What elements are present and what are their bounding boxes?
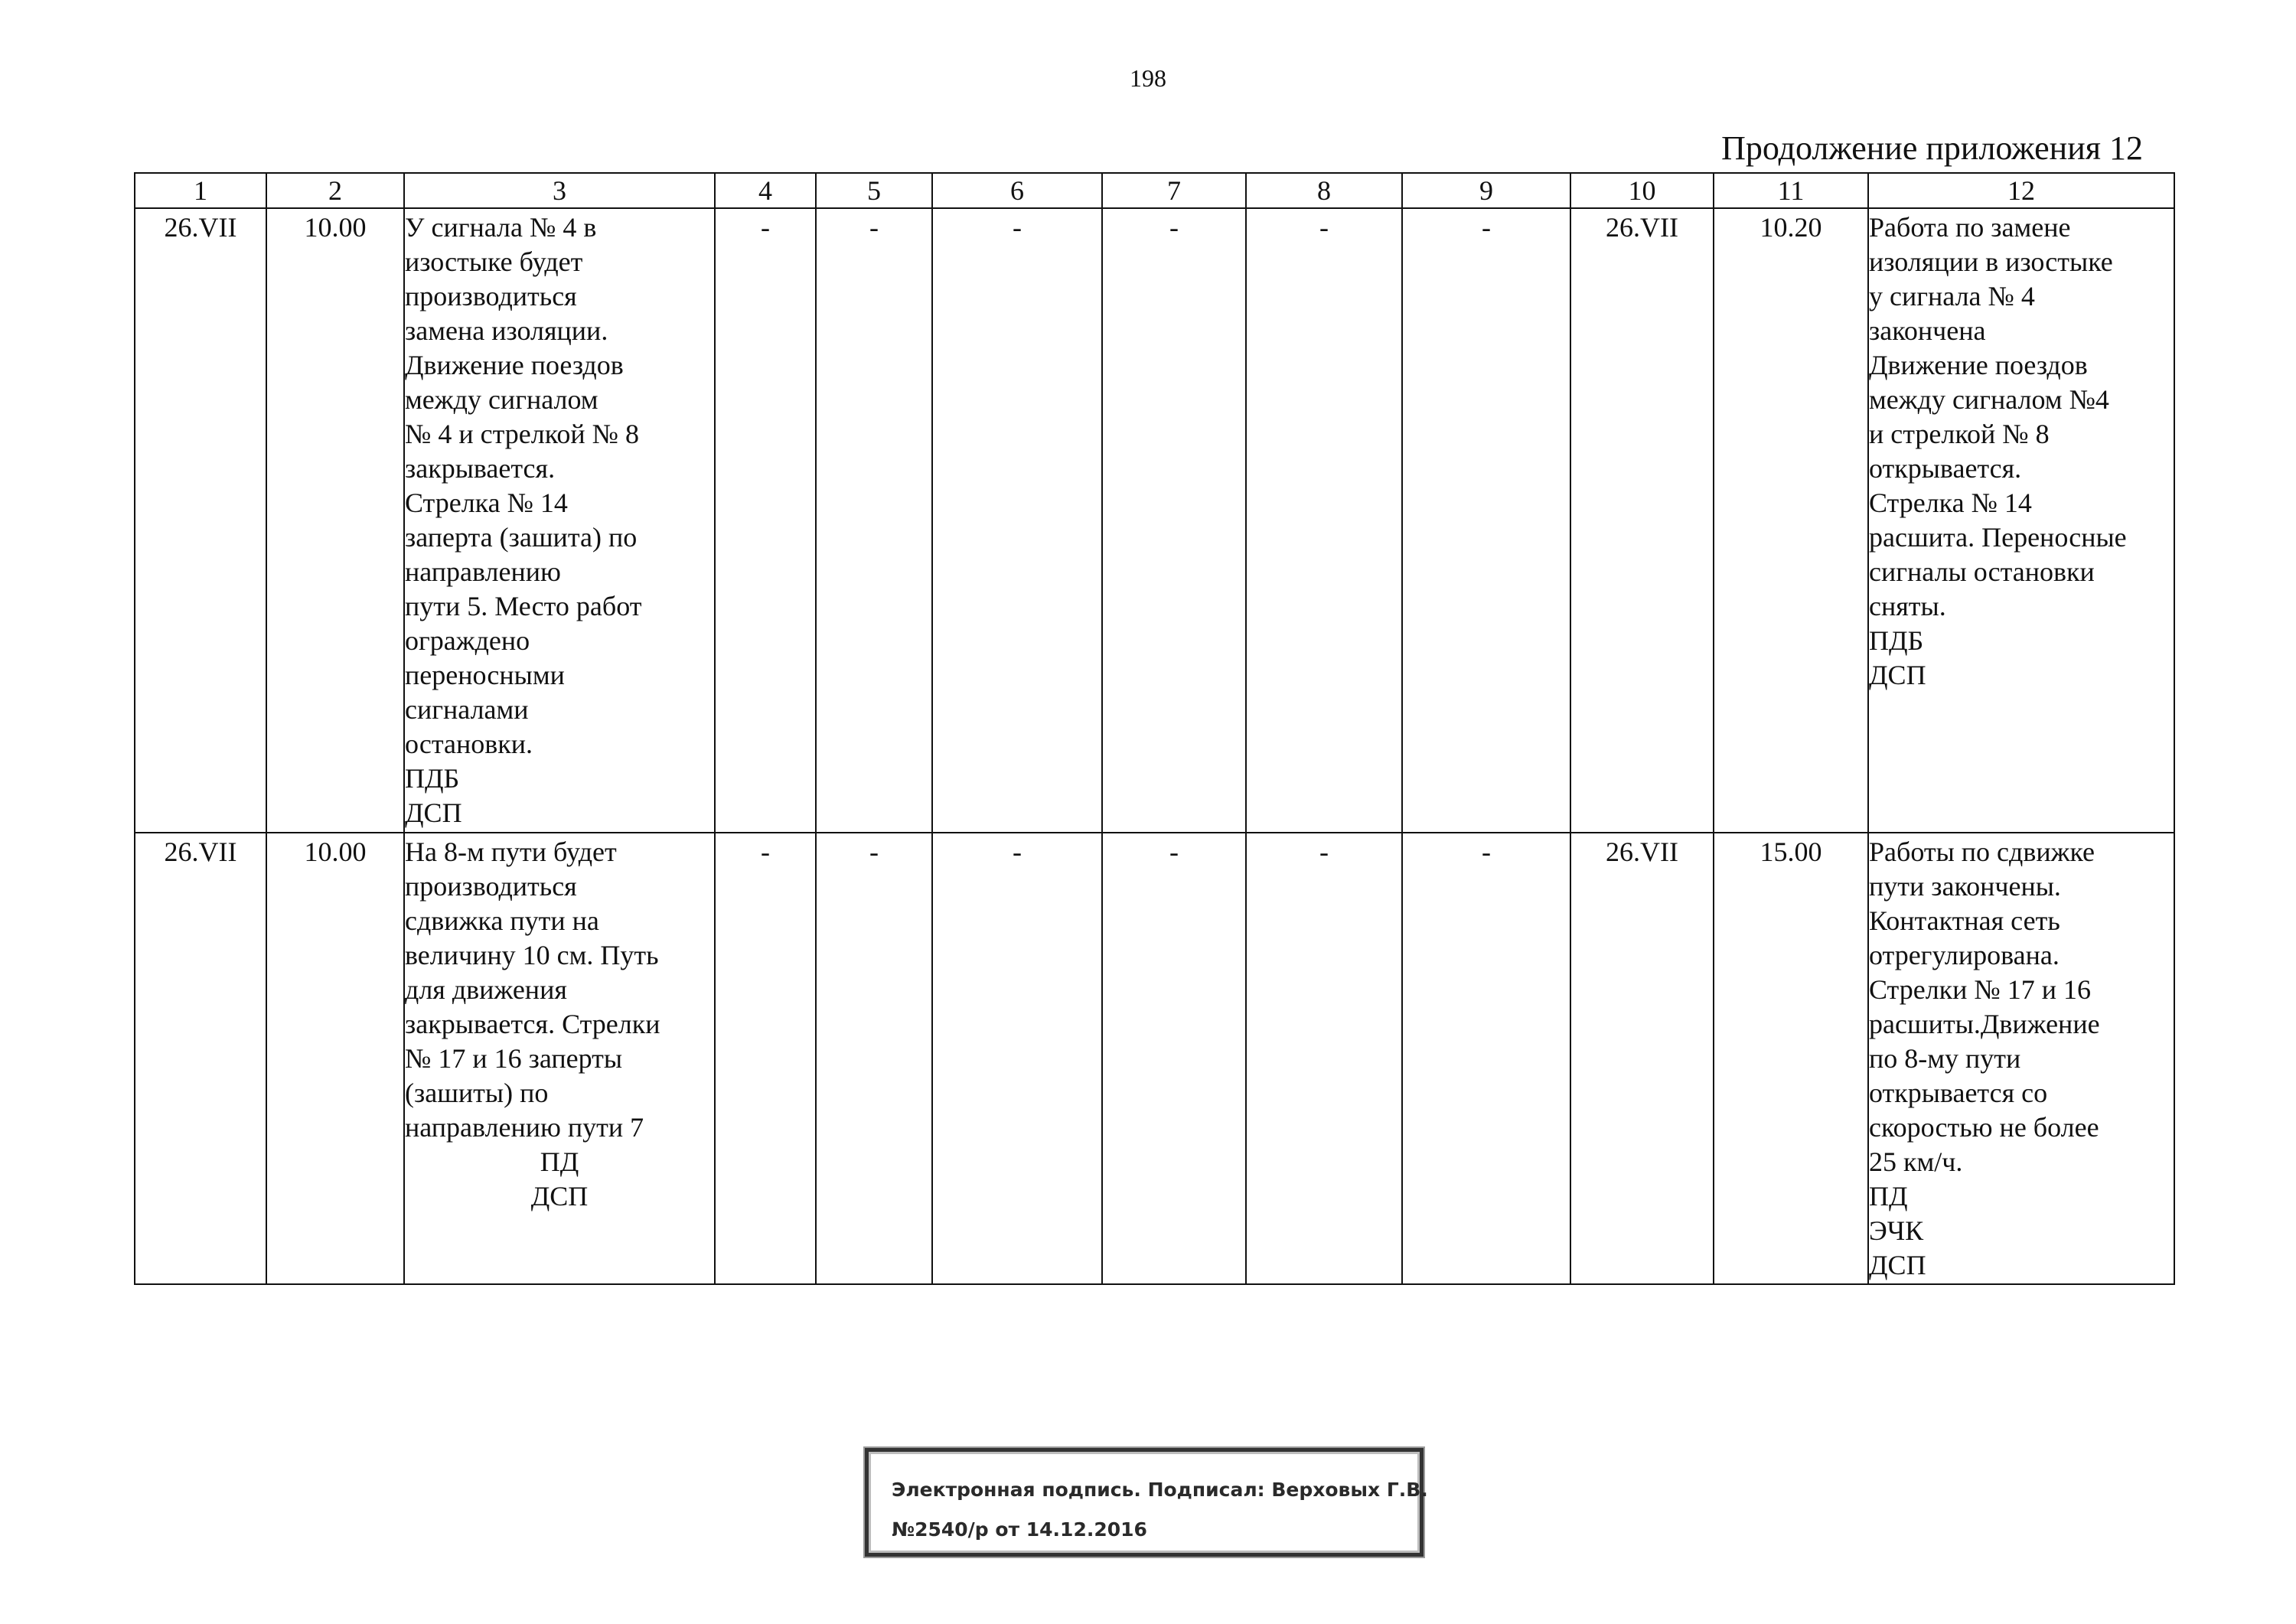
- text-line: Стрелка № 14: [1869, 488, 2032, 518]
- text-line: Стрелка № 14: [405, 488, 568, 518]
- text-line: между сигналом №4: [1869, 384, 2109, 415]
- cell-work-notice: [404, 208, 715, 833]
- cell-col-5: -: [816, 833, 932, 1284]
- cell-col-8: -: [1246, 833, 1402, 1284]
- cell-col-8: -: [1246, 208, 1402, 833]
- cell-col-9: -: [1402, 208, 1570, 833]
- text-line: расшита. Переносные: [1869, 522, 2127, 553]
- header-cell-4: 4: [715, 173, 816, 208]
- appendix-title: Продолжение приложения 12: [1721, 129, 2143, 167]
- text-line: производиться: [405, 871, 577, 902]
- text-line: закрывается. Стрелки: [405, 1009, 660, 1039]
- header-cell-7: 7: [1102, 173, 1246, 208]
- header-cell-5: 5: [816, 173, 932, 208]
- header-row: [135, 173, 2174, 208]
- cell-col-4: -: [715, 208, 816, 833]
- text-line: ДСП: [1869, 1250, 1926, 1280]
- text-line: закончена: [1869, 315, 1986, 346]
- cell-time-end: 15.00: [1714, 833, 1868, 1284]
- text-line: открывается со: [1869, 1078, 2048, 1108]
- header-cell-9: 9: [1402, 173, 1570, 208]
- cell-col-4: -: [715, 833, 816, 1284]
- text-line: ДСП: [1869, 660, 1926, 690]
- text-line: отрегулирована.: [1869, 940, 2060, 970]
- text-line: между сигналом: [405, 384, 598, 415]
- text-line: замена изоляции.: [405, 315, 608, 346]
- text-line: На 8-м пути будет: [405, 836, 617, 867]
- text-line: ПД: [1869, 1181, 1908, 1211]
- cell-completion-notice: [1868, 208, 2174, 833]
- text-line: сняты.: [1869, 591, 1946, 621]
- signature-number-line: №2540/р от 14.12.2016: [892, 1518, 1147, 1541]
- text-line: (зашиты) по: [405, 1078, 549, 1108]
- text-line: Работа по замене: [1869, 212, 2071, 243]
- table-row: [135, 833, 2174, 1284]
- page-number: 198: [1130, 64, 1166, 92]
- text-line: расшиты.Движение: [1869, 1009, 2100, 1039]
- text-line: сдвижка пути на: [405, 905, 599, 936]
- text-line: направлению: [405, 556, 561, 587]
- text-line: изостыке будет: [405, 246, 583, 277]
- signature-line: Электронная подпись. Подписал: Верховых Г.В.: [892, 1479, 1428, 1501]
- header-cell-8: 8: [1246, 173, 1402, 208]
- cell-col-5: -: [816, 208, 932, 833]
- text-line: открывается.: [1869, 453, 2022, 484]
- text-line: у сигнала № 4: [1869, 281, 2035, 311]
- text-line: сигналами: [405, 694, 529, 725]
- cell-time-start: 10.00: [266, 208, 404, 833]
- journal-table: [134, 172, 2175, 1285]
- text-line: ПДБ: [1869, 625, 1924, 656]
- text-line: величину 10 см. Путь: [405, 940, 659, 970]
- text-line: № 17 и 16 заперты: [405, 1043, 623, 1074]
- header-cell-10: 10: [1570, 173, 1714, 208]
- text-line: ограждено: [405, 625, 530, 656]
- text-line: производиться: [405, 281, 577, 311]
- cell-time-start: 10.00: [266, 833, 404, 1284]
- cell-col-6: -: [932, 833, 1102, 1284]
- cell-work-notice: [404, 833, 715, 1284]
- text-line: сигналы остановки: [1869, 556, 2095, 587]
- text-line: ПДБ: [405, 763, 460, 794]
- text-line: пути закончены.: [1869, 871, 2061, 902]
- header-cell-3: 3: [404, 173, 715, 208]
- cell-date-start: 26.VII: [135, 208, 266, 833]
- cell-date-end: 26.VII: [1570, 833, 1714, 1284]
- cell-col-6: -: [932, 208, 1102, 833]
- header-cell-2: 2: [266, 173, 404, 208]
- text-line: по 8-му пути: [1869, 1043, 2021, 1074]
- text-line: Стрелки № 17 и 16: [1869, 974, 2092, 1005]
- text-line: заперта (зашита) по: [405, 522, 638, 553]
- cell-date-start: 26.VII: [135, 833, 266, 1284]
- cell-col-7: -: [1102, 208, 1246, 833]
- table-row: [135, 208, 2174, 833]
- text-line: ДСП: [405, 797, 462, 828]
- header-cell-1: 1: [135, 173, 266, 208]
- header-cell-11: 11: [1714, 173, 1868, 208]
- text-line: Работы по сдвижке: [1869, 836, 2095, 867]
- text-line: остановки.: [405, 729, 533, 759]
- text-line: скоростью не более: [1869, 1112, 2099, 1143]
- cell-completion-notice: [1868, 833, 2174, 1284]
- electronic-signature-stamp: [865, 1448, 1428, 1557]
- text-line: Контактная сеть: [1869, 905, 2060, 936]
- cell-col-7: -: [1102, 833, 1246, 1284]
- header-cell-6: 6: [932, 173, 1102, 208]
- text-line: ПД: [540, 1146, 579, 1177]
- text-line: № 4 и стрелкой № 8: [405, 419, 639, 449]
- cell-date-end: 26.VII: [1570, 208, 1714, 833]
- cell-col-9: -: [1402, 833, 1570, 1284]
- text-line: и стрелкой № 8: [1869, 419, 2050, 449]
- text-line: ЭЧК: [1869, 1215, 1924, 1246]
- text-line: У сигнала № 4 в: [405, 212, 597, 243]
- header-cell-12: 12: [1868, 173, 2174, 208]
- cell-time-end: 10.20: [1714, 208, 1868, 833]
- text-line: переносными: [405, 660, 565, 690]
- text-line: ДСП: [530, 1181, 589, 1211]
- text-line: 25 км/ч.: [1869, 1146, 1963, 1177]
- text-line: пути 5. Место работ: [405, 591, 642, 621]
- text-line: для движения: [405, 974, 567, 1005]
- text-line: направлению пути 7: [405, 1112, 644, 1143]
- text-line: закрывается.: [405, 453, 556, 484]
- text-line: Движение поездов: [1869, 350, 2088, 380]
- text-line: Движение поездов: [405, 350, 624, 380]
- text-line: изоляции в изостыке: [1869, 246, 2113, 277]
